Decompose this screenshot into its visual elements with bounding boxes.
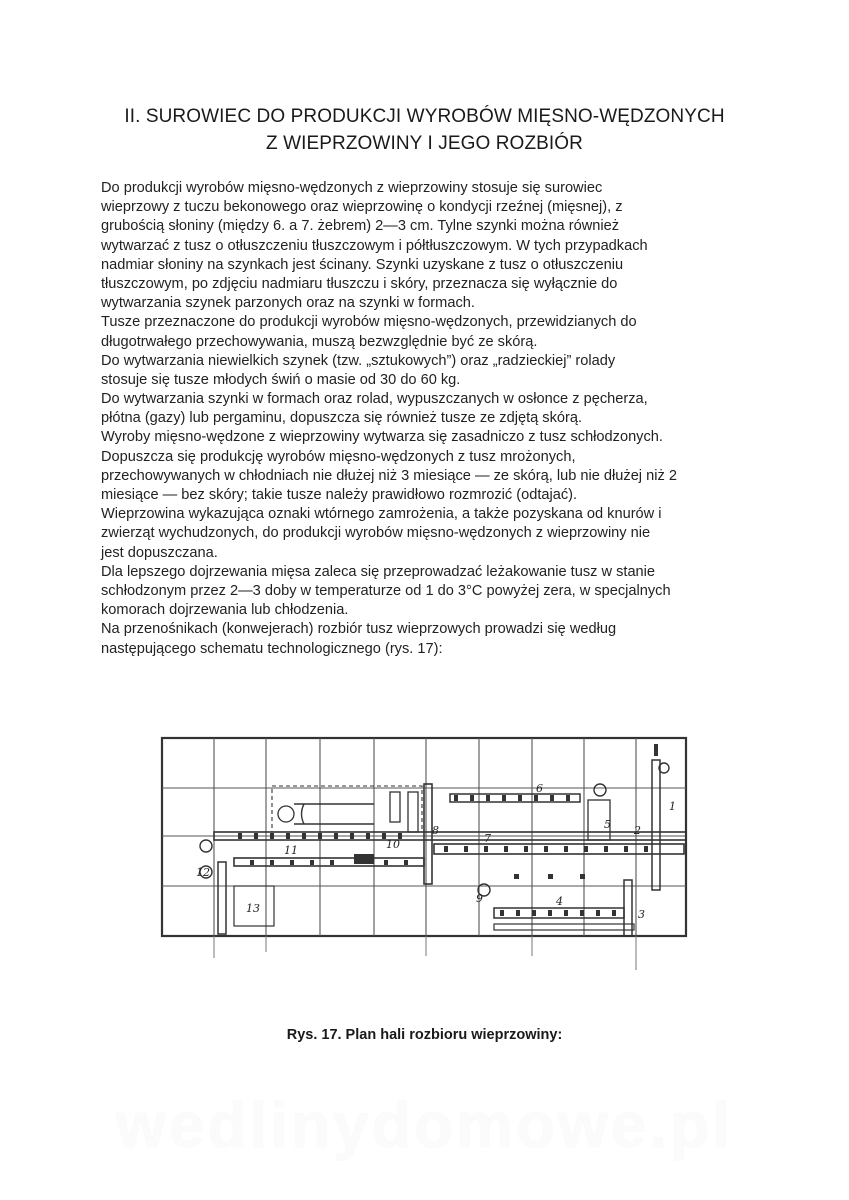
figure-label-9: 9 [476,892,483,905]
floor-plan-figure [154,730,694,1000]
title-line-1: II. SUROWIEC DO PRODUKCJI WYROBÓW MIĘSNO-WĘDZONYCH [124,106,725,127]
watermark: wedlinydomowe.pl [116,1089,733,1161]
body-line: następującego schematu technologicznego (rys. 17): [101,640,443,657]
body-line: wytwarzania szynek parzonych oraz na szynki w formach. [101,295,475,312]
figure-caption: Rys. 17. Plan hali rozbioru wieprzowiny: [286,1027,563,1043]
body-line: długotrwałego przechowywania, muszą bezwzględnie być ze skórą. [101,333,538,350]
figure-label-3: 3 [638,908,645,921]
page-title [60,103,789,157]
figure-label-4: 4 [556,895,563,908]
body-line: zwierząt wychudzonych, do produkcji wyrobów mięsno-wędzonych z wieprzowiny nie [101,525,651,542]
figure-label-10: 10 [386,838,400,851]
figure-label-7: 7 [484,832,491,845]
body-line: stosuje się tusze młodych świń o masie od 30 do 60 kg. [101,371,461,388]
figure-label-6: 6 [536,782,543,795]
body-line: grubością słoniny (między 6. a 7. żebrem) 2—3 cm. Tylne szynki można również [101,218,620,235]
body-line: Dla lepszego dojrzewania mięsa zaleca się przeprowadzać leżakowanie tusz w stanie [101,563,656,580]
body-text [101,179,761,659]
body-line: wieprzowy z tuczu bekonowego oraz wieprzowinę o kondycji rzeźnej (mięsnej), z [101,199,623,216]
title-line-2: Z WIEPRZOWINY I JEGO ROZBIÓR [265,133,583,154]
figure-label-1: 1 [669,800,676,813]
body-line: Na przenośnikach (konwejerach) rozbiór tusz wieprzowych prowadzi się według [101,621,617,638]
floor-plan-drawing [154,730,694,1000]
body-line: nadmiar słoniny na szynkach jest ścinany. Szynki uzyskane z tusz o otłuszczeniu [101,256,624,273]
body-line: miesiące — bez skóry; takie tusze należy prawidłowo rozmrozić (odtajać). [101,487,578,503]
body-line: tłuszczowym, po zdjęciu nadmiaru tłuszczu i skóry, przeznacza się wyłącznie do [101,275,618,292]
figure-label-11: 11 [284,844,298,857]
figure-label-12: 12 [196,866,210,879]
body-line: Do produkcji wyrobów mięsno-wędzonych z wieprzowiny stosuje się surowiec [101,180,603,196]
figure-label-8: 8 [432,824,439,837]
body-line: Wyroby mięsno-wędzone z wieprzowiny wytwarza się zasadniczo z tusz schłodzonych. [101,429,663,446]
body-line: Do wytwarzania szynki w formach oraz rolad, wypuszczanych w osłonce z pęcherza, [101,391,648,408]
body-line: płótna (gazy) lub pergaminu, dopuszcza się również tusze ze zdjętą skórą. [101,410,583,427]
figure-label-13: 13 [246,902,260,915]
body-line: wytwarzać z tusz o otłuszczeniu tłuszczowym i półtłuszczowym. W tych przypadkach [101,237,648,254]
body-line: komorach dojrzewania lub chłodzenia. [101,602,349,619]
body-line: Do wytwarzania niewielkich szynek (tzw. „sztukowych”) oraz „radzieckiej” rolady [101,352,616,369]
body-line: schłodzonym przez 2—3 doby w temperaturze od 1 do 3°C powyżej zera, w specjalnych [101,582,671,599]
body-line: jest dopuszczana. [101,544,218,561]
body-line: Tusze przeznaczone do produkcji wyrobów mięsno-wędzonych, przewidzianych do [101,314,637,331]
body-line: przechowywanych w chłodniach nie dłużej niż 3 miesiące — ze skórą, lub nie dłużej niż 2 [101,467,677,484]
body-line: Wieprzowina wykazująca oznaki wtórnego zamrożenia, a także pozyskana od knurów i [101,506,662,523]
figure-label-2: 2 [634,824,641,837]
body-line: Dopuszcza się produkcję wyrobów mięsno-wędzonych z tusz mrożonych, [101,448,576,465]
figure-label-5: 5 [604,818,611,831]
